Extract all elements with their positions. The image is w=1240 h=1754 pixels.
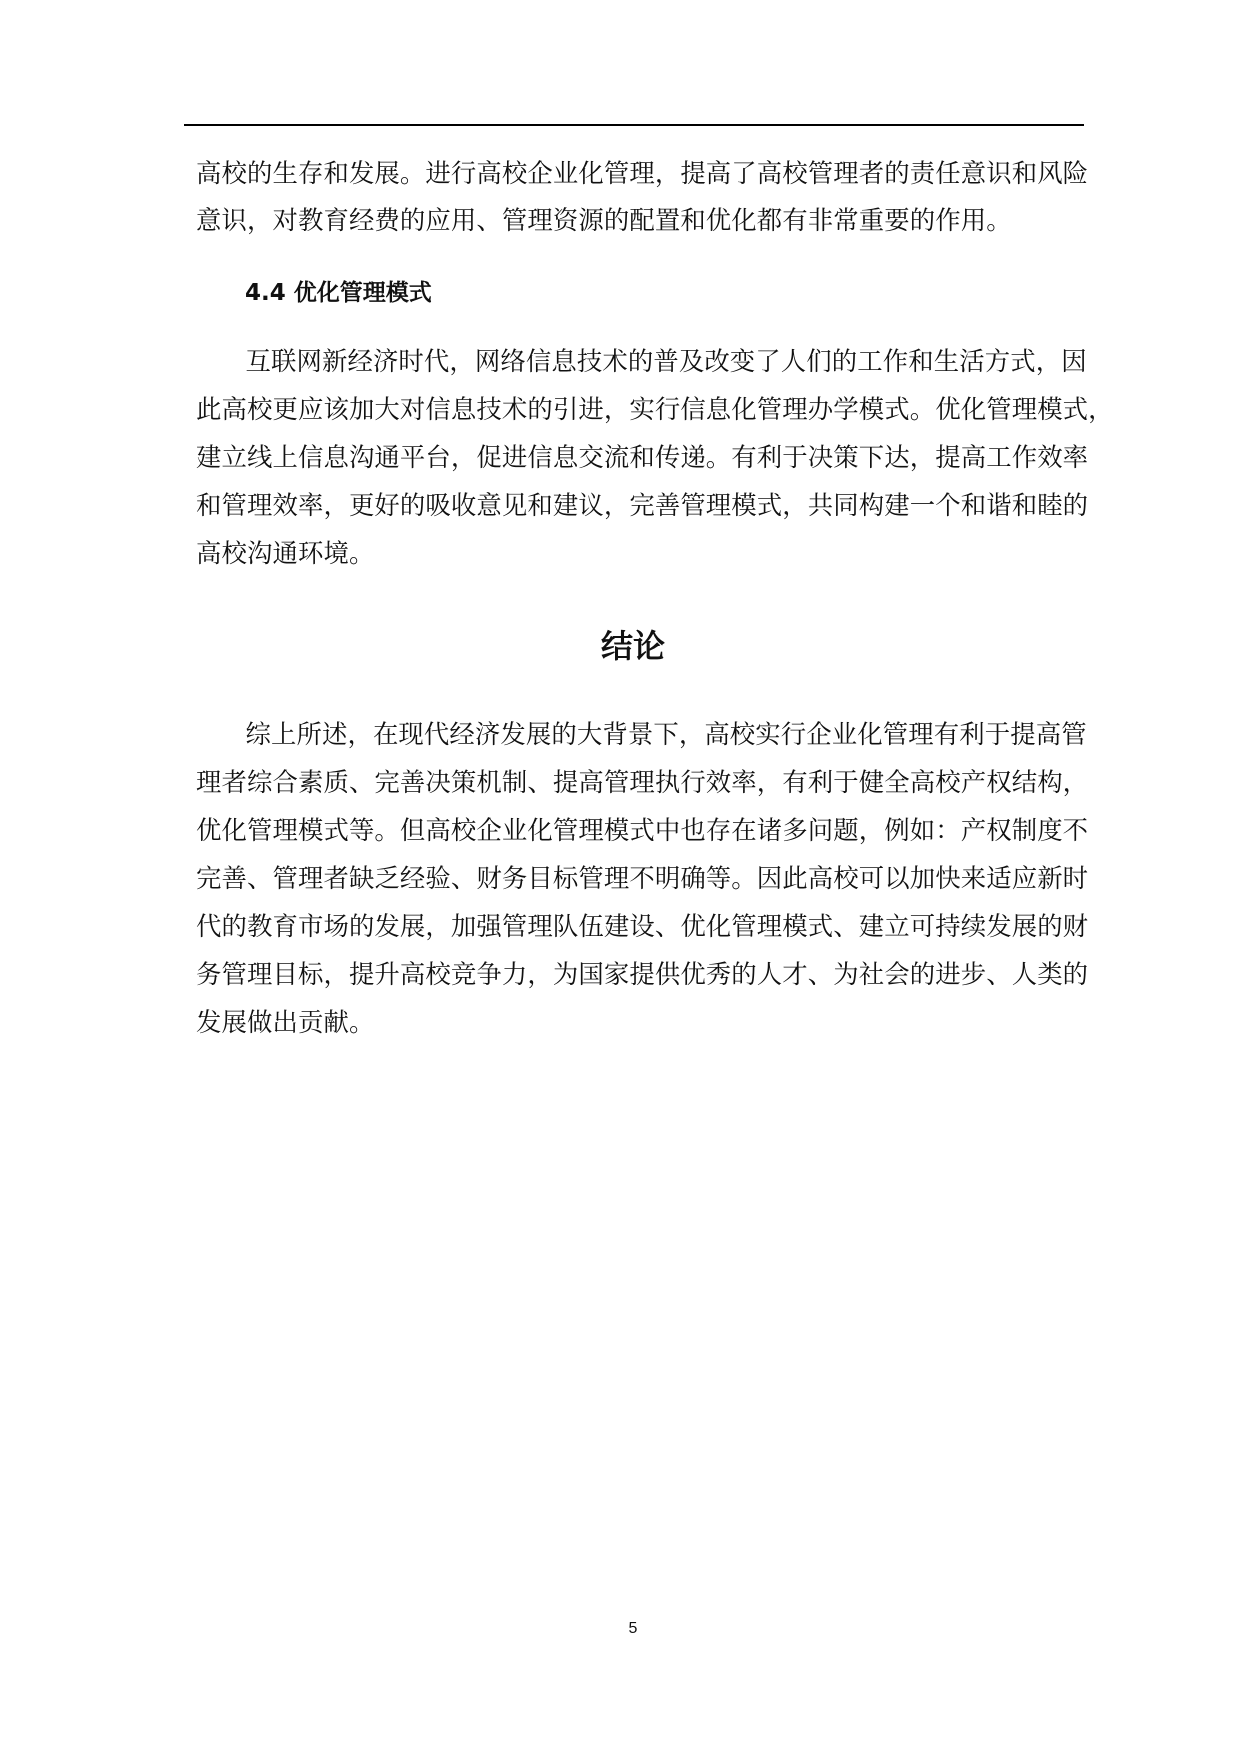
body-text-line: 代的教育市场的发展，加强管理队伍建设、优化管理模式、建立可持续发展的财 [196,911,1089,941]
body-text-line: 高校的生存和发展。进行高校企业化管理，提高了高校管理者的责任意识和风险 [196,158,1089,188]
body-text-line: 意识，对教育经费的应用、管理资源的配置和优化都有非常重要的作用。 [196,205,1012,235]
page-number: 5 [628,1620,638,1637]
body-text-line: 和管理效率，更好的吸收意见和建议，完善管理模式，共同构建一个和谐和睦的 [196,490,1089,520]
conclusion-title: 结论 [600,627,665,665]
body-text-line: 理者综合素质、完善决策机制、提高管理执行效率，有利于健全高校产权结构， [196,767,1089,797]
body-text-line: 发展做出贡献。 [196,1007,375,1037]
header-rule [184,124,1084,126]
body-text-line: 建立线上信息沟通平台，促进信息交流和传递。有利于决策下达，提高工作效率 [196,442,1089,472]
body-text-line: 此高校更应该加大对信息技术的引进，实行信息化管理办学模式。优化管理模式， [196,394,1114,424]
body-text-line: 完善、管理者缺乏经验、财务目标管理不明确等。因此高校可以加快来适应新时 [196,863,1089,893]
body-text-line: 务管理目标，提升高校竞争力，为国家提供优秀的人才、为社会的进步、人类的 [196,959,1089,989]
body-text-line: 高校沟通环境。 [196,538,375,568]
section-heading: 4.4 优化管理模式 [245,280,432,306]
body-text-line: 优化管理模式等。但高校企业化管理模式中也存在诸多问题，例如：产权制度不 [196,815,1089,845]
body-text-line: 综上所述，在现代经济发展的大背景下，高校实行企业化管理有利于提高管 [220,719,1087,749]
body-text-line: 互联网新经济时代，网络信息技术的普及改变了人们的工作和生活方式，因 [220,346,1087,376]
